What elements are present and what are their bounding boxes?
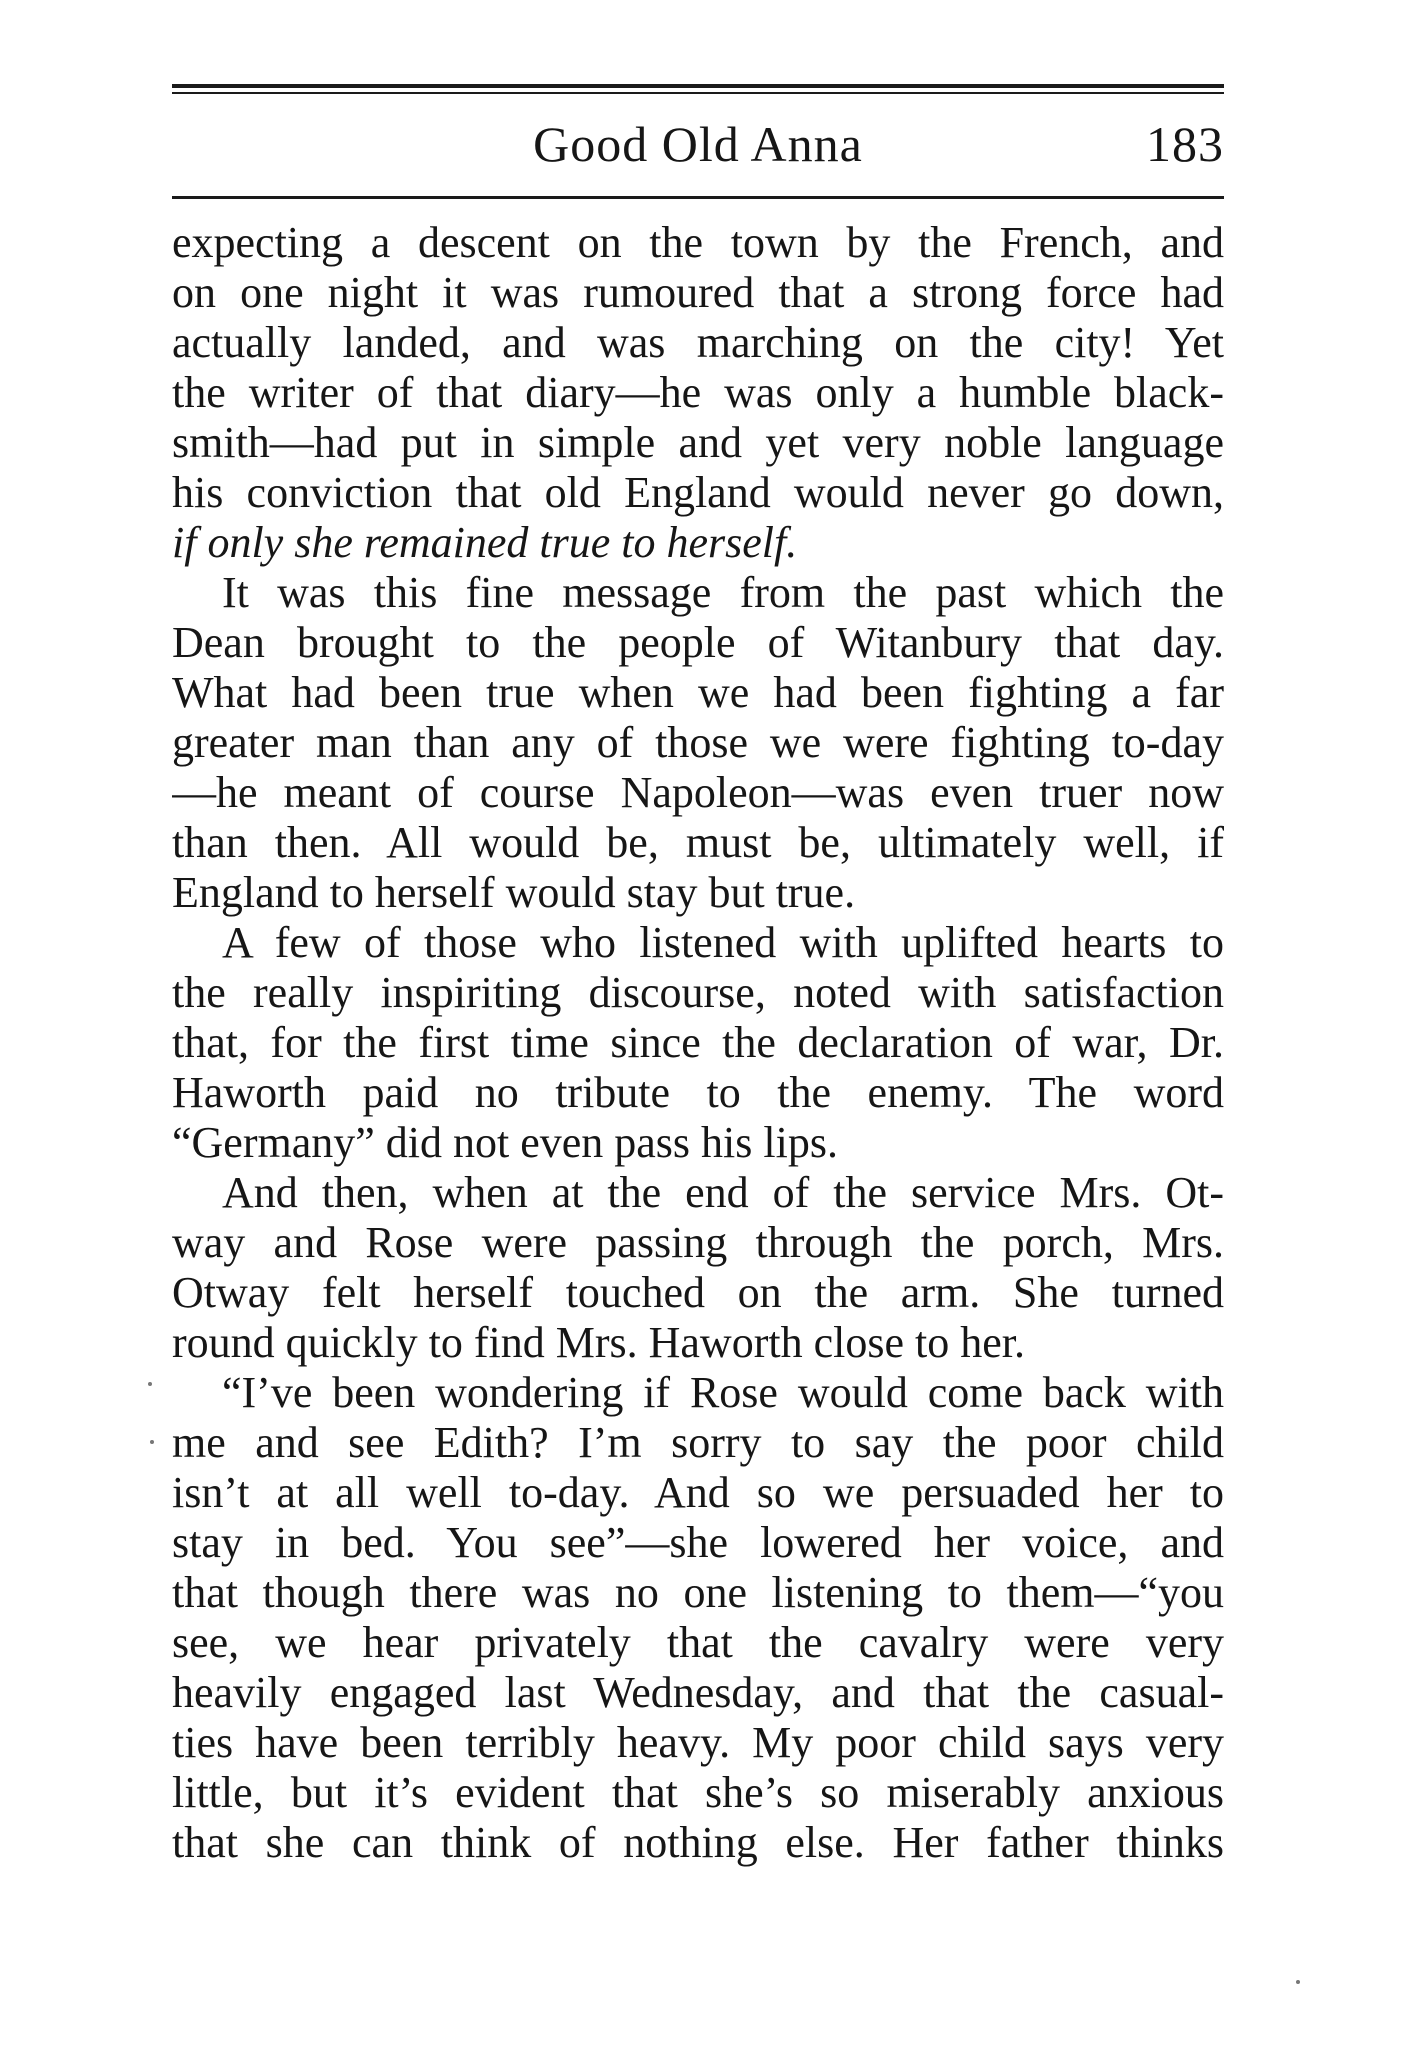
header-rule-top	[172, 84, 1224, 88]
paragraph	[172, 1368, 1224, 1868]
text-line: the writer of that diary—he was only a humble black-	[172, 368, 1224, 417]
paragraph	[172, 568, 1224, 918]
text-line: than then. All would be, must be, ultimately well, if	[172, 818, 1224, 867]
page-number: 183	[1146, 116, 1224, 172]
text-line: on one night it was rumoured that a strong force had	[172, 268, 1224, 317]
text-line: “Germany” did not even pass his lips.	[172, 1118, 838, 1167]
text-line: stay in bed. You see”—she lowered her voice, and	[172, 1518, 1224, 1567]
text-line: ties have been terribly heavy. My poor child says very	[172, 1718, 1224, 1767]
text-line: see, we hear privately that the cavalry were very	[172, 1618, 1224, 1667]
text-line: greater man than any of those we were fighting to-day	[172, 718, 1224, 767]
text-line: little, but it’s evident that she’s so miserably anxious	[172, 1768, 1224, 1817]
text-line: —he meant of course Napoleon—was even truer now	[172, 768, 1224, 817]
text-line-italic: if only she remained true to herself.	[172, 518, 798, 567]
body-text	[172, 218, 1224, 1868]
running-head	[172, 108, 1224, 186]
text-line: Otway felt herself touched on the arm. She turned	[172, 1268, 1224, 1317]
margin-speck	[1296, 1980, 1300, 1984]
text-line: that though there was no one listening to them—“you	[172, 1568, 1224, 1617]
text-line: Haworth paid no tribute to the enemy. The word	[172, 1068, 1224, 1117]
text-line: actually landed, and was marching on the city! Yet	[172, 318, 1224, 367]
text-line: And then, when at the end of the service Mrs. Ot-	[222, 1168, 1224, 1217]
text-line: “I’ve been wondering if Rose would come back with	[222, 1368, 1224, 1417]
text-line: England to herself would stay but true.	[172, 868, 856, 917]
paragraph	[172, 218, 1224, 568]
text-line: smith—had put in simple and yet very noble language	[172, 418, 1224, 467]
text-line: isn’t at all well to-day. And so we persuaded her to	[172, 1468, 1224, 1517]
text-line: that, for the first time since the declaration of war, Dr.	[172, 1018, 1224, 1067]
text-line: round quickly to find Mrs. Haworth close to her.	[172, 1318, 1025, 1367]
margin-speck	[150, 1440, 154, 1444]
margin-speck	[148, 1382, 152, 1386]
text-line: me and see Edith? I’m sorry to say the poor child	[172, 1418, 1224, 1467]
text-line: that she can think of nothing else. Her father thinks	[172, 1818, 1224, 1867]
text-line: A few of those who listened with uplifted hearts to	[222, 918, 1224, 967]
text-line: the really inspiriting discourse, noted with satisfaction	[172, 968, 1224, 1017]
text-line: It was this fine message from the past which the	[222, 568, 1224, 617]
header-rule-top-thin	[172, 92, 1224, 94]
text-line: What had been true when we had been fighting a far	[172, 668, 1224, 717]
paragraph	[172, 1168, 1224, 1368]
text-line: heavily engaged last Wednesday, and that the casual-	[172, 1668, 1224, 1717]
running-title: Good Old Anna	[533, 116, 863, 172]
text-line: expecting a descent on the town by the French, and	[172, 218, 1224, 267]
text-line: Dean brought to the people of Witanbury that day.	[172, 618, 1224, 667]
text-line: way and Rose were passing through the porch, Mrs.	[172, 1218, 1224, 1267]
text-line: his conviction that old England would never go down,	[172, 468, 1224, 517]
header-rule-bottom	[172, 196, 1224, 199]
paragraph	[172, 918, 1224, 1168]
